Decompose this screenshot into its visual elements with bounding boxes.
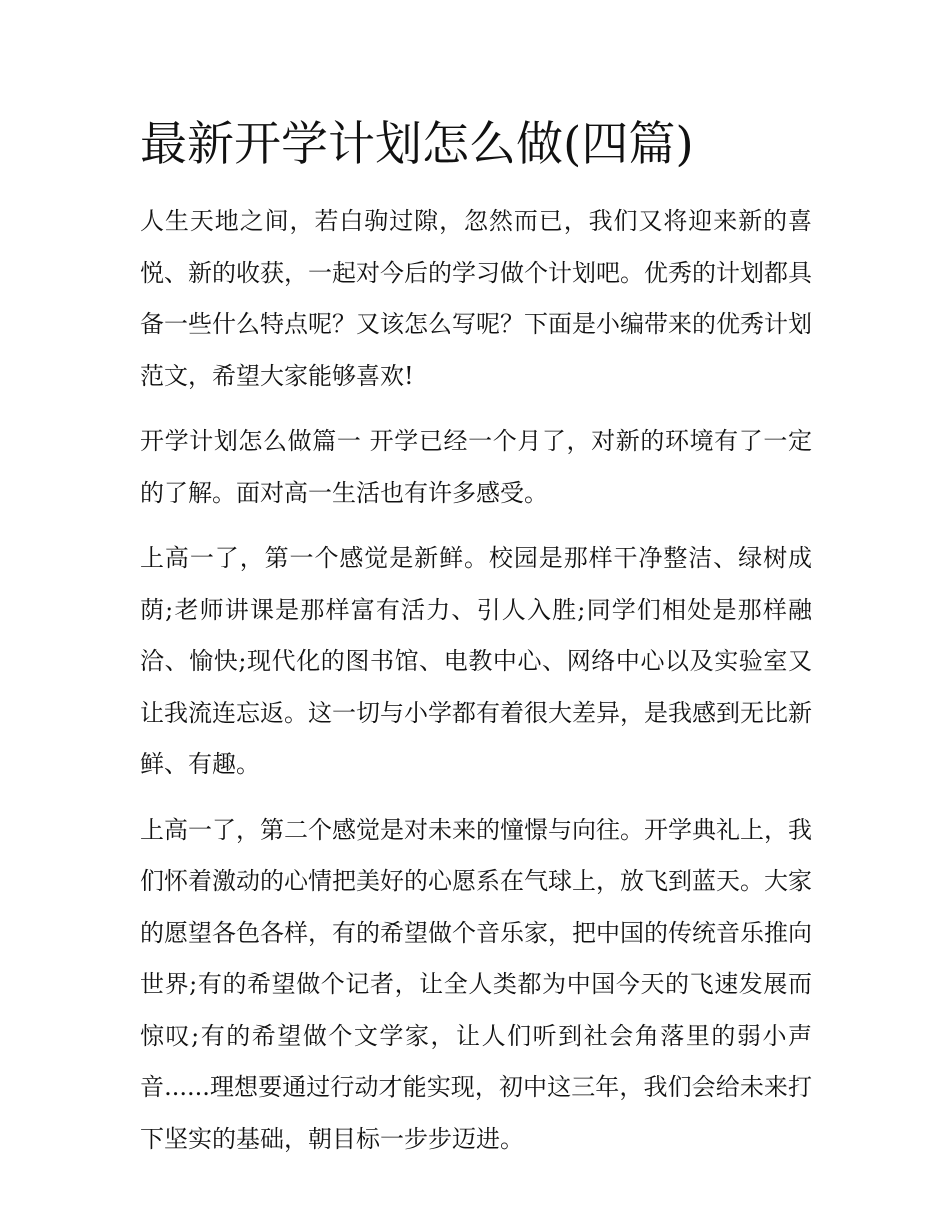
paragraph-intro: 人生天地之间，若白驹过隙，忽然而已，我们又将迎来新的喜悦、新的收获，一起对今后的学习做个计划吧。优秀的计划都具备一些什么特点呢？又该怎么写呢？下面是小编带来的优秀计划范文，希望大家能够喜欢! <box>140 207 812 390</box>
paragraph-first-feeling: 上高一了，第一个感觉是新鲜。校园是那样干净整洁、绿树成荫;老师讲课是那样富有活力、引人入胜;同学们相处是那样融洽、愉快;现代化的图书馆、电教中心、网络中心以及实验室又让我流连忘返。这一切与小学都有着很大差异，是我感到无比新鲜、有趣。 <box>140 544 812 778</box>
document-title: 最新开学计划怎么做(四篇) <box>140 117 694 172</box>
paragraph-section-one-intro: 开学计划怎么做篇一 开学已经一个月了，对新的环境有了一定的了解。面对高一生活也有许多感受。 <box>140 427 812 507</box>
paragraph-second-feeling: 上高一了，第二个感觉是对未来的憧憬与向往。开学典礼上，我们怀着激动的心情把美好的心愿系在气球上，放飞到蓝天。大家的愿望各色各样，有的希望做个音乐家，把中国的传统音乐推向世界;有的希望做个记者，让全人类都为中国今天的飞速发展而惊叹;有的希望做个文学家，让人们听到社会角落里的弱小声音......理想要通过行动才能实现，初中这三年，我们会给未来打下坚实的基础，朝目标一步步迈进。 <box>140 815 812 1153</box>
document-body <box>140 112 812 1165</box>
